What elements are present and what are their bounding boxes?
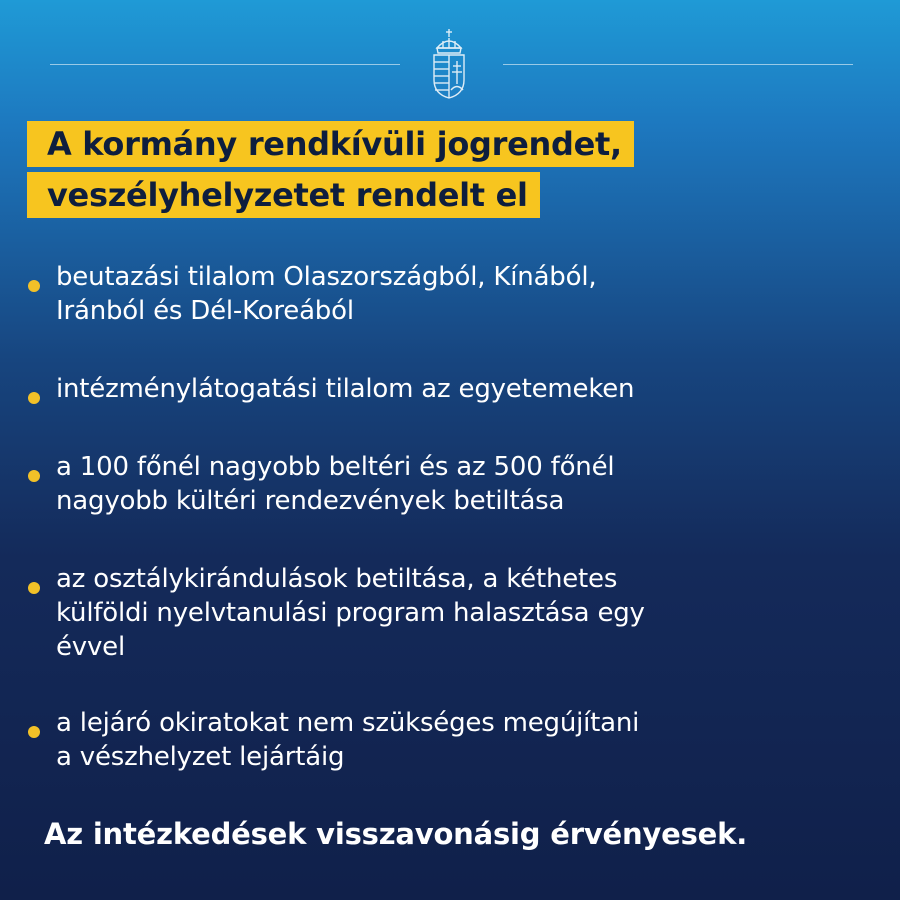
list-item-text: a 100 főnél nagyobb beltéri és az 500 főnél nagyobb kültéri rendezvények betiltása <box>56 452 615 516</box>
list-item-text: az osztálykirándulások betiltása, a kéthetes külföldi nyelvtanulási program halasztása egy évvel <box>56 564 645 662</box>
bullet-dot <box>28 726 40 738</box>
headline-line-2: veszélyhelyzetet rendelt el <box>27 172 540 218</box>
divider-right <box>503 64 853 65</box>
bullet-dot <box>28 582 40 594</box>
bullet-dot <box>28 470 40 482</box>
list-item-text: beutazási tilalom Olaszországból, Kínából, Iránból és Dél-Koreából <box>56 262 597 326</box>
headline <box>27 121 634 223</box>
list-item-text: a lejáró okiratokat nem szükséges megújítani a vészhelyzet lejártáig <box>56 708 640 772</box>
bullet-dot <box>28 280 40 292</box>
divider-left <box>50 64 400 65</box>
headline-line-1: A kormány rendkívüli jogrendet, <box>27 121 634 167</box>
hungarian-coat-of-arms-icon <box>431 28 467 100</box>
bullet-dot <box>28 392 40 404</box>
list-item-text: intézménylátogatási tilalom az egyetemeken <box>56 374 635 404</box>
footer-statement: Az intézkedések visszavonásig érvényesek. <box>44 817 748 851</box>
